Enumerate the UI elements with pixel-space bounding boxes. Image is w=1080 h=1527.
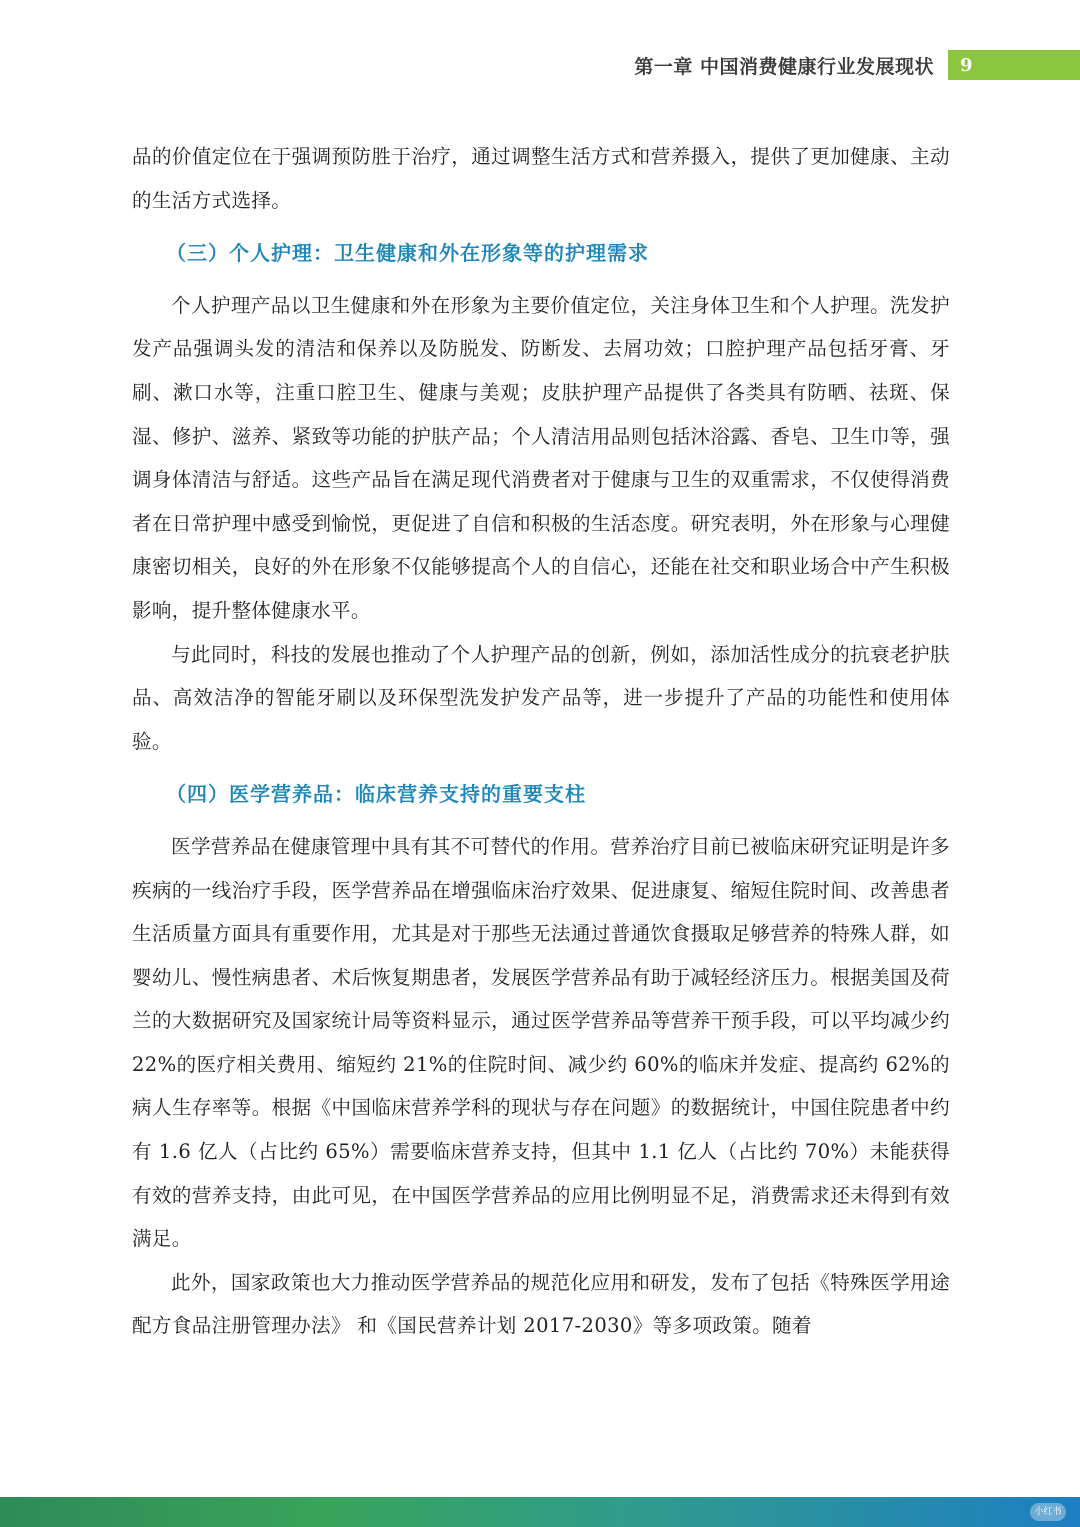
paragraph-continued: 品的价值定位在于强调预防胜于治疗，通过调整生活方式和营养摄入，提供了更加健康、主动的生活方式选择。	[132, 145, 950, 212]
section-heading-medical-nutrition: （四）医学营养品：临床营养支持的重要支柱	[166, 782, 586, 807]
chapter-title: 第一章 中国消费健康行业发展现状	[634, 55, 934, 78]
page-number: 9	[960, 54, 973, 76]
watermark-logo: 小红书	[1030, 1503, 1066, 1521]
page-header	[634, 50, 1080, 80]
section-heading-personal-care: （三）个人护理：卫生健康和外在形象等的护理需求	[166, 241, 649, 266]
footer-gradient-bar	[0, 1497, 1080, 1527]
paragraph-medical-nutrition-1: 医学营养品在健康管理中具有其不可替代的作用。营养治疗目前已被临床研究证明是许多疾病的一线治疗手段，医学营养品在增强临床治疗效果、促进康复、缩短住院时间、改善患者生活质量方面具有重要作用，尤其是对于那些无法通过普通饮食摄取足够营养的特殊人群，如婴幼儿、慢性病患者、术后恢复期患者，发展医学营养品有助于减轻经济压力。根据美国及荷兰的大数据研究及国家统计局等资料显示，通过医学营养品等营养干预手段，可以平均减少约 22%的医疗相关费用、缩短约 21%的住院时间、减少约 60%的临床并发症、提高约 62%的病人生存率等。根据《中国临床营养学科的现状与存在问题》的数据统计，中国住院患者中约有 1.6 亿人（占比约 65%）需要临床营养支持，但其中 1.1 亿人（占比约 70%）未能获得有效的营养支持，由此可见，在中国医学营养品的应用比例明显不足，消费需求还未得到有效满足。	[132, 834, 950, 1251]
page-number-badge	[948, 50, 1080, 80]
paragraph-medical-nutrition-2: 此外，国家政策也大力推动医学营养品的规范化应用和研发，发布了包括《特殊医学用途配方食品注册管理办法》 和《国民营养计划 2017-2030》等多项政策。随着	[132, 1270, 950, 1338]
paragraph-personal-care-2: 与此同时，科技的发展也推动了个人护理产品的创新，例如，添加活性成分的抗衰老护肤品、高效洁净的智能牙刷以及环保型洗发护发产品等，进一步提升了产品的功能性和使用体验。	[132, 642, 950, 753]
paragraph-personal-care-1: 个人护理产品以卫生健康和外在形象为主要价值定位，关注身体卫生和个人护理。洗发护发产品强调头发的清洁和保养以及防脱发、防断发、去屑功效；口腔护理产品包括牙膏、牙刷、漱口水等，注重口腔卫生、健康与美观；皮肤护理产品提供了各类具有防晒、祛斑、保湿、修护、滋养、紧致等功能的护肤产品；个人清洁用品则包括沐浴露、香皂、卫生巾等，强调身体清洁与舒适。这些产品旨在满足现代消费者对于健康与卫生的双重需求，不仅使得消费者在日常护理中感受到愉悦，更促进了自信和积极的生活态度。研究表明，外在形象与心理健康密切相关，良好的外在形象不仅能够提高个人的自信心，还能在社交和职业场合中产生积极影响，提升整体健康水平。	[132, 293, 950, 622]
document-body	[132, 135, 950, 1348]
